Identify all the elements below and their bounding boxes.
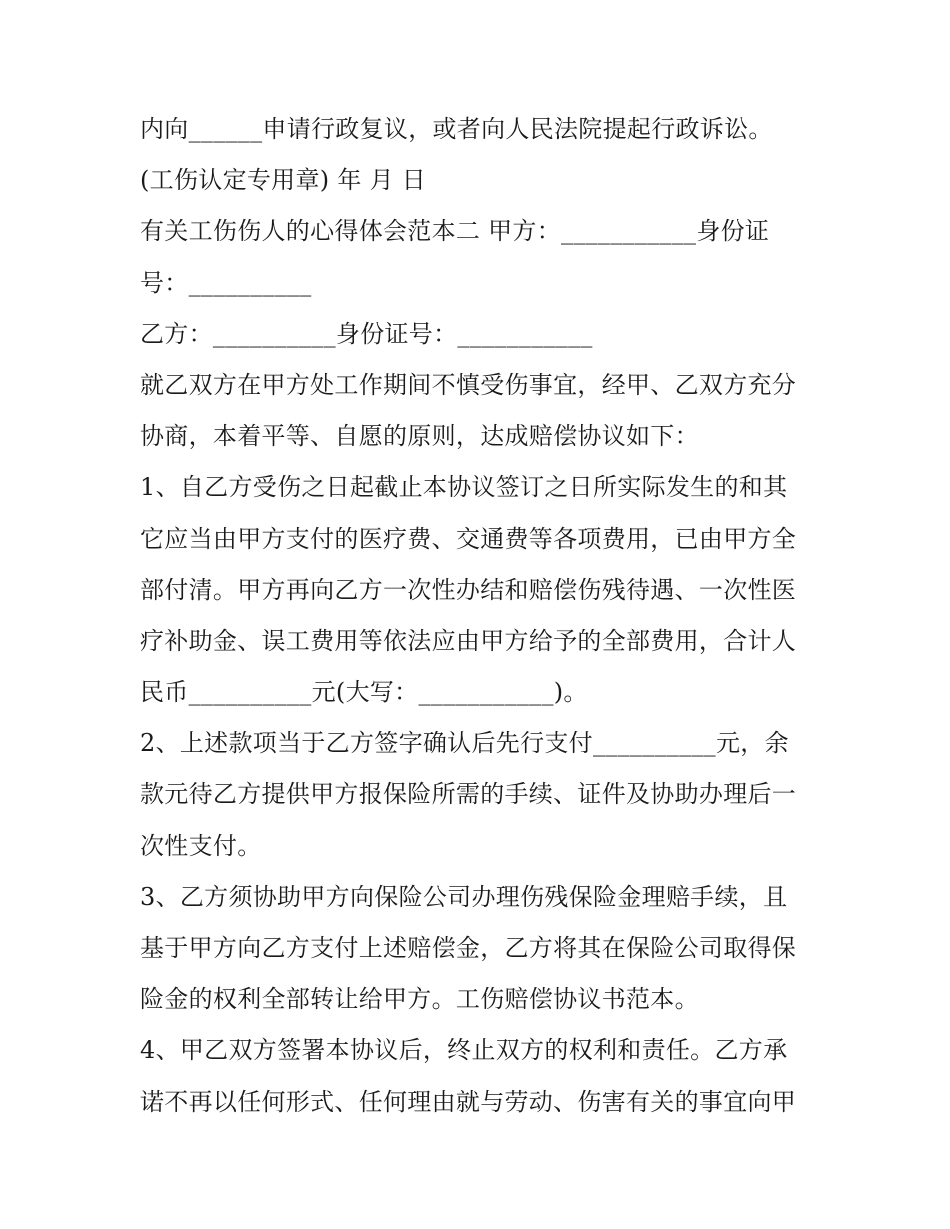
document-body [140,104,820,1128]
text-line: 就乙双方在甲方处工作期间不慎受伤事宜，经甲、乙双方充分 [140,370,797,399]
text-line: 疗补助金、误工费用等依法应由甲方给予的全部费用，合计人 [140,626,797,655]
text-line: 次性支付。 [140,831,262,860]
text-line: 2、上述款项当于乙方签字确认后先行支付__________元，余 [140,729,789,758]
text-line: 1、自乙方受伤之日起截止本协议签订之日所实际发生的和其 [140,473,788,502]
text-line: 民币__________元(大写：___________)。 [140,678,588,707]
text-line: 诺不再以任何形式、任何理由就与劳动、伤害有关的事宜向甲 [140,1087,797,1116]
text-line: 号：__________ [140,268,312,297]
text-line: 险金的权利全部转让给甲方。工伤赔偿协议书范本。 [140,985,699,1014]
text-line: 它应当由甲方支付的医疗费、交通费等各项费用，已由甲方全 [140,524,797,553]
text-line: 款元待乙方提供甲方报保险所需的手续、证件及协助办理后一 [140,780,797,809]
text-line: 协商，本着平等、自愿的原则，达成赔偿协议如下： [140,422,699,451]
text-line: (工伤认定专用章) 年 月 日 [140,166,427,195]
text-line: 内向______申请行政复议，或者向人民法院提起行政诉讼。 [140,115,773,143]
text-line: 3、乙方须协助甲方向保险公司办理伤残保险金理赔手续，且 [140,882,788,911]
text-line: 4、甲乙双方签署本协议后，终止双方的权利和责任。乙方承 [140,1036,788,1065]
text-line: 部付清。甲方再向乙方一次性办结和赔偿伤残待遇、一次性医 [140,575,797,604]
text-line: 乙方：__________身份证号：___________ [140,319,593,348]
text-line: 基于甲方向乙方支付上述赔偿金，乙方将其在保险公司取得保 [140,934,797,962]
text-line: 有关工伤伤人的心得体会范本二 甲方：___________身份证 [140,217,770,246]
